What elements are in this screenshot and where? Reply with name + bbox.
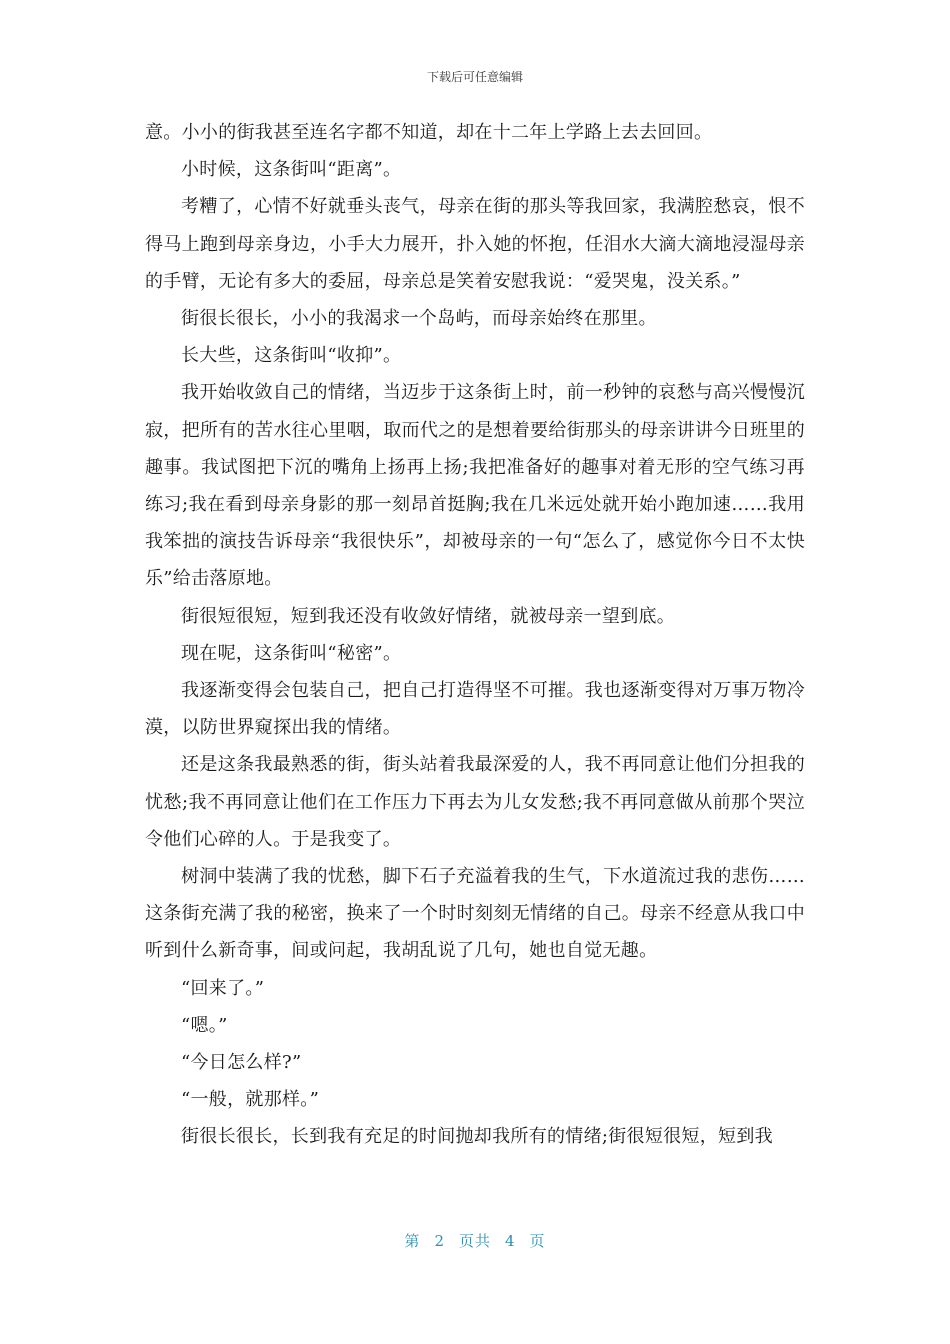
- paragraph: 意。小小的街我甚至连名字都不知道，却在十二年上学路上去去回回。: [145, 122, 713, 143]
- footer-total-pages: 4: [505, 1232, 516, 1250]
- paragraph: “今日怎么样?”: [181, 1052, 302, 1074]
- document-body: [145, 114, 805, 1156]
- footer-suffix: 页: [529, 1232, 546, 1250]
- paragraph: 现在呢，这条街叫“秘密”。: [181, 642, 402, 664]
- paragraph: 街很短很短，短到我还没有收敛好情绪，就被母亲一望到底。: [181, 605, 676, 627]
- paragraph: 我逐渐变得会包装自己，把自己打造得坚不可摧。我也逐渐变得对万事万物冷漠，以防世界窥探出我的情绪。: [145, 680, 805, 739]
- paragraph: 考糟了，心情不好就垂头丧气，母亲在街的那头等我回家，我满腔愁哀，恨不得马上跑到母亲身边，小手大力展开，扑入她的怀抱，任泪水大滴大滴地浸湿母亲的手臂，无论有多大的委屈，母亲总是笑着安慰我说：“爱哭鬼，没关系。”: [145, 196, 805, 292]
- paragraph: “回来了。”: [181, 977, 265, 999]
- paragraph: 还是这条我最熟悉的街，街头站着我最深爱的人，我不再同意让他们分担我的忧愁;我不再同意让他们在工作压力下再去为儿女发愁;我不再同意做从前那个哭泣令他们心碎的人。于是我变了。: [145, 754, 805, 850]
- page-footer: [0, 1230, 950, 1251]
- paragraph: 小时候，这条街叫“距离”。: [181, 159, 402, 181]
- footer-prefix: 第: [404, 1232, 421, 1250]
- paragraph: 街很长很长，长到我有充足的时间抛却我所有的情绪;街很短很短，短到我: [181, 1126, 773, 1148]
- paragraph: “嗯。”: [181, 1014, 228, 1036]
- paragraph: “一般，就那样。”: [181, 1089, 320, 1111]
- paragraph: 我开始收敛自己的情绪，当迈步于这条街上时，前一秒钟的哀愁与高兴慢慢沉寂，把所有的苦水往心里咽，取而代之的是想着要给街那头的母亲讲讲今日班里的趣事。我试图把下沉的嘴角上扬再上扬;我把准备好的趣事对着无形的空气练习再练习;我在看到母亲身影的那一刻昂首挺胸;我在几米远处就开始小跑加速……我用我笨拙的演技告诉母亲“我很快乐”，却被母亲的一句“怎么了，感觉你今日不太快乐”给击落原地。: [145, 382, 805, 590]
- footer-middle: 页共: [458, 1232, 491, 1250]
- paragraph: 街很长很长，小小的我渴求一个岛屿，而母亲始终在那里。: [181, 308, 657, 330]
- paragraph: 树洞中装满了我的忧愁，脚下石子充溢着我的生气，下水道流过我的悲伤……这条街充满了我的秘密，换来了一个时时刻刻无情绪的自己。母亲不经意从我口中听到什么新奇事，间或问起，我胡乱说了几句，她也自觉无趣。: [145, 866, 805, 962]
- footer-current-page: 2: [434, 1232, 445, 1250]
- paragraph: 长大些，这条街叫“收抑”。: [181, 345, 402, 367]
- page-header: 下载后可任意编辑: [426, 70, 523, 84]
